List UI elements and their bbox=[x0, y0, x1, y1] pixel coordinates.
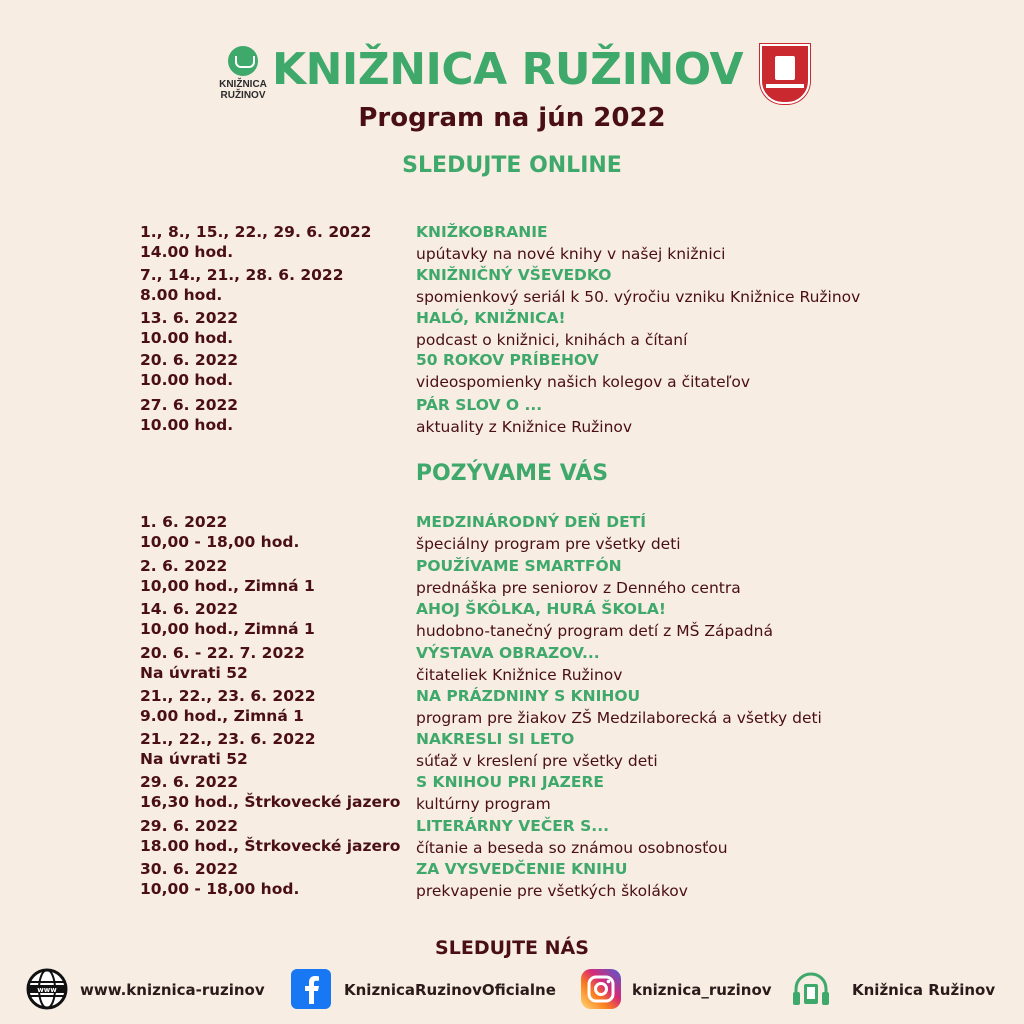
event-date: 13. 6. 2022 bbox=[140, 309, 239, 327]
svg-text:www: www bbox=[37, 986, 57, 994]
facebook-link[interactable] bbox=[290, 968, 570, 1012]
event-row bbox=[0, 686, 1024, 730]
event-row bbox=[0, 816, 1024, 860]
event-time: 18.00 hod., Štrkovecké jazero bbox=[140, 837, 401, 855]
event-title: VÝSTAVA OBRAZOV... bbox=[416, 644, 600, 662]
event-row bbox=[0, 599, 1024, 643]
event-time: 14.00 hod. bbox=[140, 243, 234, 261]
event-title: PÁR SLOV O ... bbox=[416, 396, 543, 414]
event-time: 16,30 hod., Štrkovecké jazero bbox=[140, 793, 401, 811]
instagram-icon bbox=[580, 968, 622, 1010]
event-description: čitateliek Knižnice Ružinov bbox=[416, 666, 623, 684]
event-time: Na úvrati 52 bbox=[140, 664, 248, 682]
event-row bbox=[0, 772, 1024, 816]
event-row bbox=[0, 265, 1024, 309]
instagram-link[interactable] bbox=[580, 968, 780, 1012]
event-date: 30. 6. 2022 bbox=[140, 860, 239, 878]
event-title: HALÓ, KNIŽNICA! bbox=[416, 309, 566, 327]
event-description: prednáška pre seniorov z Denného centra bbox=[416, 579, 741, 597]
logo-text-line1: KNIŽNICA bbox=[219, 79, 267, 90]
event-description: spomienkový seriál k 50. výročiu vzniku Knižnice Ružinov bbox=[416, 288, 861, 306]
event-title: KNIŽNIČNÝ VŠEVEDKO bbox=[416, 266, 612, 284]
event-description: aktuality z Knižnice Ružinov bbox=[416, 418, 633, 436]
program-title: Program na jún 2022 bbox=[358, 103, 666, 133]
event-date: 21., 22., 23. 6. 2022 bbox=[140, 730, 316, 748]
instagram-label: kniznica_ruzinov bbox=[632, 981, 772, 999]
event-time: Na úvrati 52 bbox=[140, 750, 248, 768]
coat-of-arms-icon bbox=[760, 44, 810, 104]
follow-heading: SLEDUJTE NÁS bbox=[435, 937, 589, 959]
event-title: ZA VYSVEDČENIE KNIHU bbox=[416, 860, 628, 878]
event-description: hudobno-tanečný program detí z MŠ Západná bbox=[416, 622, 773, 640]
event-time: 10,00 - 18,00 hod. bbox=[140, 880, 300, 898]
event-description: videospomienky našich kolegov a čitateľov bbox=[416, 373, 751, 391]
event-date: 29. 6. 2022 bbox=[140, 817, 239, 835]
event-time: 9.00 hod., Zimná 1 bbox=[140, 707, 304, 725]
event-time: 10.00 hod. bbox=[140, 371, 234, 389]
event-time: 10,00 hod., Zimná 1 bbox=[140, 577, 315, 595]
book-icon bbox=[228, 46, 258, 76]
event-row bbox=[0, 512, 1024, 556]
section-heading-invite: POZÝVAME VÁS bbox=[415, 461, 609, 486]
event-time: 10.00 hod. bbox=[140, 416, 234, 434]
event-date: 20. 6. - 22. 7. 2022 bbox=[140, 644, 305, 662]
event-title: NAKRESLI SI LETO bbox=[416, 730, 575, 748]
website-link[interactable] bbox=[26, 968, 276, 1012]
event-description: čítanie a beseda so známou osobnosťou bbox=[416, 839, 728, 857]
event-time: 10.00 hod. bbox=[140, 329, 234, 347]
library-logo bbox=[218, 46, 268, 101]
event-date: 21., 22., 23. 6. 2022 bbox=[140, 687, 316, 705]
event-description: špeciálny program pre všetky deti bbox=[416, 535, 681, 553]
event-row bbox=[0, 395, 1024, 439]
event-title: LITERÁRNY VEČER S... bbox=[416, 817, 609, 835]
website-label: www.kniznica-ruzinov bbox=[80, 981, 265, 999]
event-description: program pre žiakov ZŠ Medzilaborecká a všetky deti bbox=[416, 709, 822, 727]
event-date: 14. 6. 2022 bbox=[140, 600, 239, 618]
event-title: 50 ROKOV PRÍBEHOV bbox=[416, 351, 599, 369]
event-date: 1., 8., 15., 22., 29. 6. 2022 bbox=[140, 223, 372, 241]
event-row bbox=[0, 643, 1024, 687]
event-date: 7., 14., 21., 28. 6. 2022 bbox=[140, 266, 344, 284]
event-description: podcast o knižnici, knihách a čítaní bbox=[416, 331, 688, 349]
podcast-label: Knižnica Ružinov bbox=[852, 981, 996, 999]
facebook-label: KniznicaRuzinovOficialne bbox=[344, 981, 556, 999]
event-title: AHOJ ŠKÔLKA, HURÁ ŠKOLA! bbox=[416, 600, 666, 618]
event-row bbox=[0, 729, 1024, 773]
event-date: 20. 6. 2022 bbox=[140, 351, 239, 369]
page-title: KNIŽNICA RUŽINOV bbox=[272, 44, 744, 95]
facebook-icon bbox=[290, 968, 332, 1010]
event-title: POUŽÍVAME SMARTFÓN bbox=[416, 557, 622, 575]
event-description: upútavky na nové knihy v našej knižnici bbox=[416, 245, 726, 263]
event-date: 29. 6. 2022 bbox=[140, 773, 239, 791]
event-time: 10,00 hod., Zimná 1 bbox=[140, 620, 315, 638]
event-title: NA PRÁZDNINY S KNIHOU bbox=[416, 687, 641, 705]
event-date: 1. 6. 2022 bbox=[140, 513, 228, 531]
event-description: prekvapenie pre všetkých školákov bbox=[416, 882, 688, 900]
event-row bbox=[0, 308, 1024, 352]
event-time: 8.00 hod. bbox=[140, 286, 223, 304]
event-row bbox=[0, 222, 1024, 266]
event-row bbox=[0, 556, 1024, 600]
event-title: KNIŽKOBRANIE bbox=[416, 223, 548, 241]
event-date: 2. 6. 2022 bbox=[140, 557, 228, 575]
event-row bbox=[0, 350, 1024, 394]
event-row bbox=[0, 859, 1024, 903]
event-date: 27. 6. 2022 bbox=[140, 396, 239, 414]
globe-icon bbox=[26, 968, 68, 1010]
section-heading-online: SLEDUJTE ONLINE bbox=[402, 153, 622, 178]
logo-text-line2: RUŽINOV bbox=[220, 90, 266, 101]
event-description: súťaž v kreslení pre všetky deti bbox=[416, 752, 658, 770]
podcast-headphones-icon bbox=[790, 968, 832, 1010]
podcast-link[interactable] bbox=[790, 968, 1000, 1012]
event-time: 10,00 - 18,00 hod. bbox=[140, 533, 300, 551]
event-title: S KNIHOU PRI JAZERE bbox=[416, 773, 605, 791]
event-description: kultúrny program bbox=[416, 795, 551, 813]
event-title: MEDZINÁRODNÝ DEŇ DETÍ bbox=[416, 513, 647, 531]
